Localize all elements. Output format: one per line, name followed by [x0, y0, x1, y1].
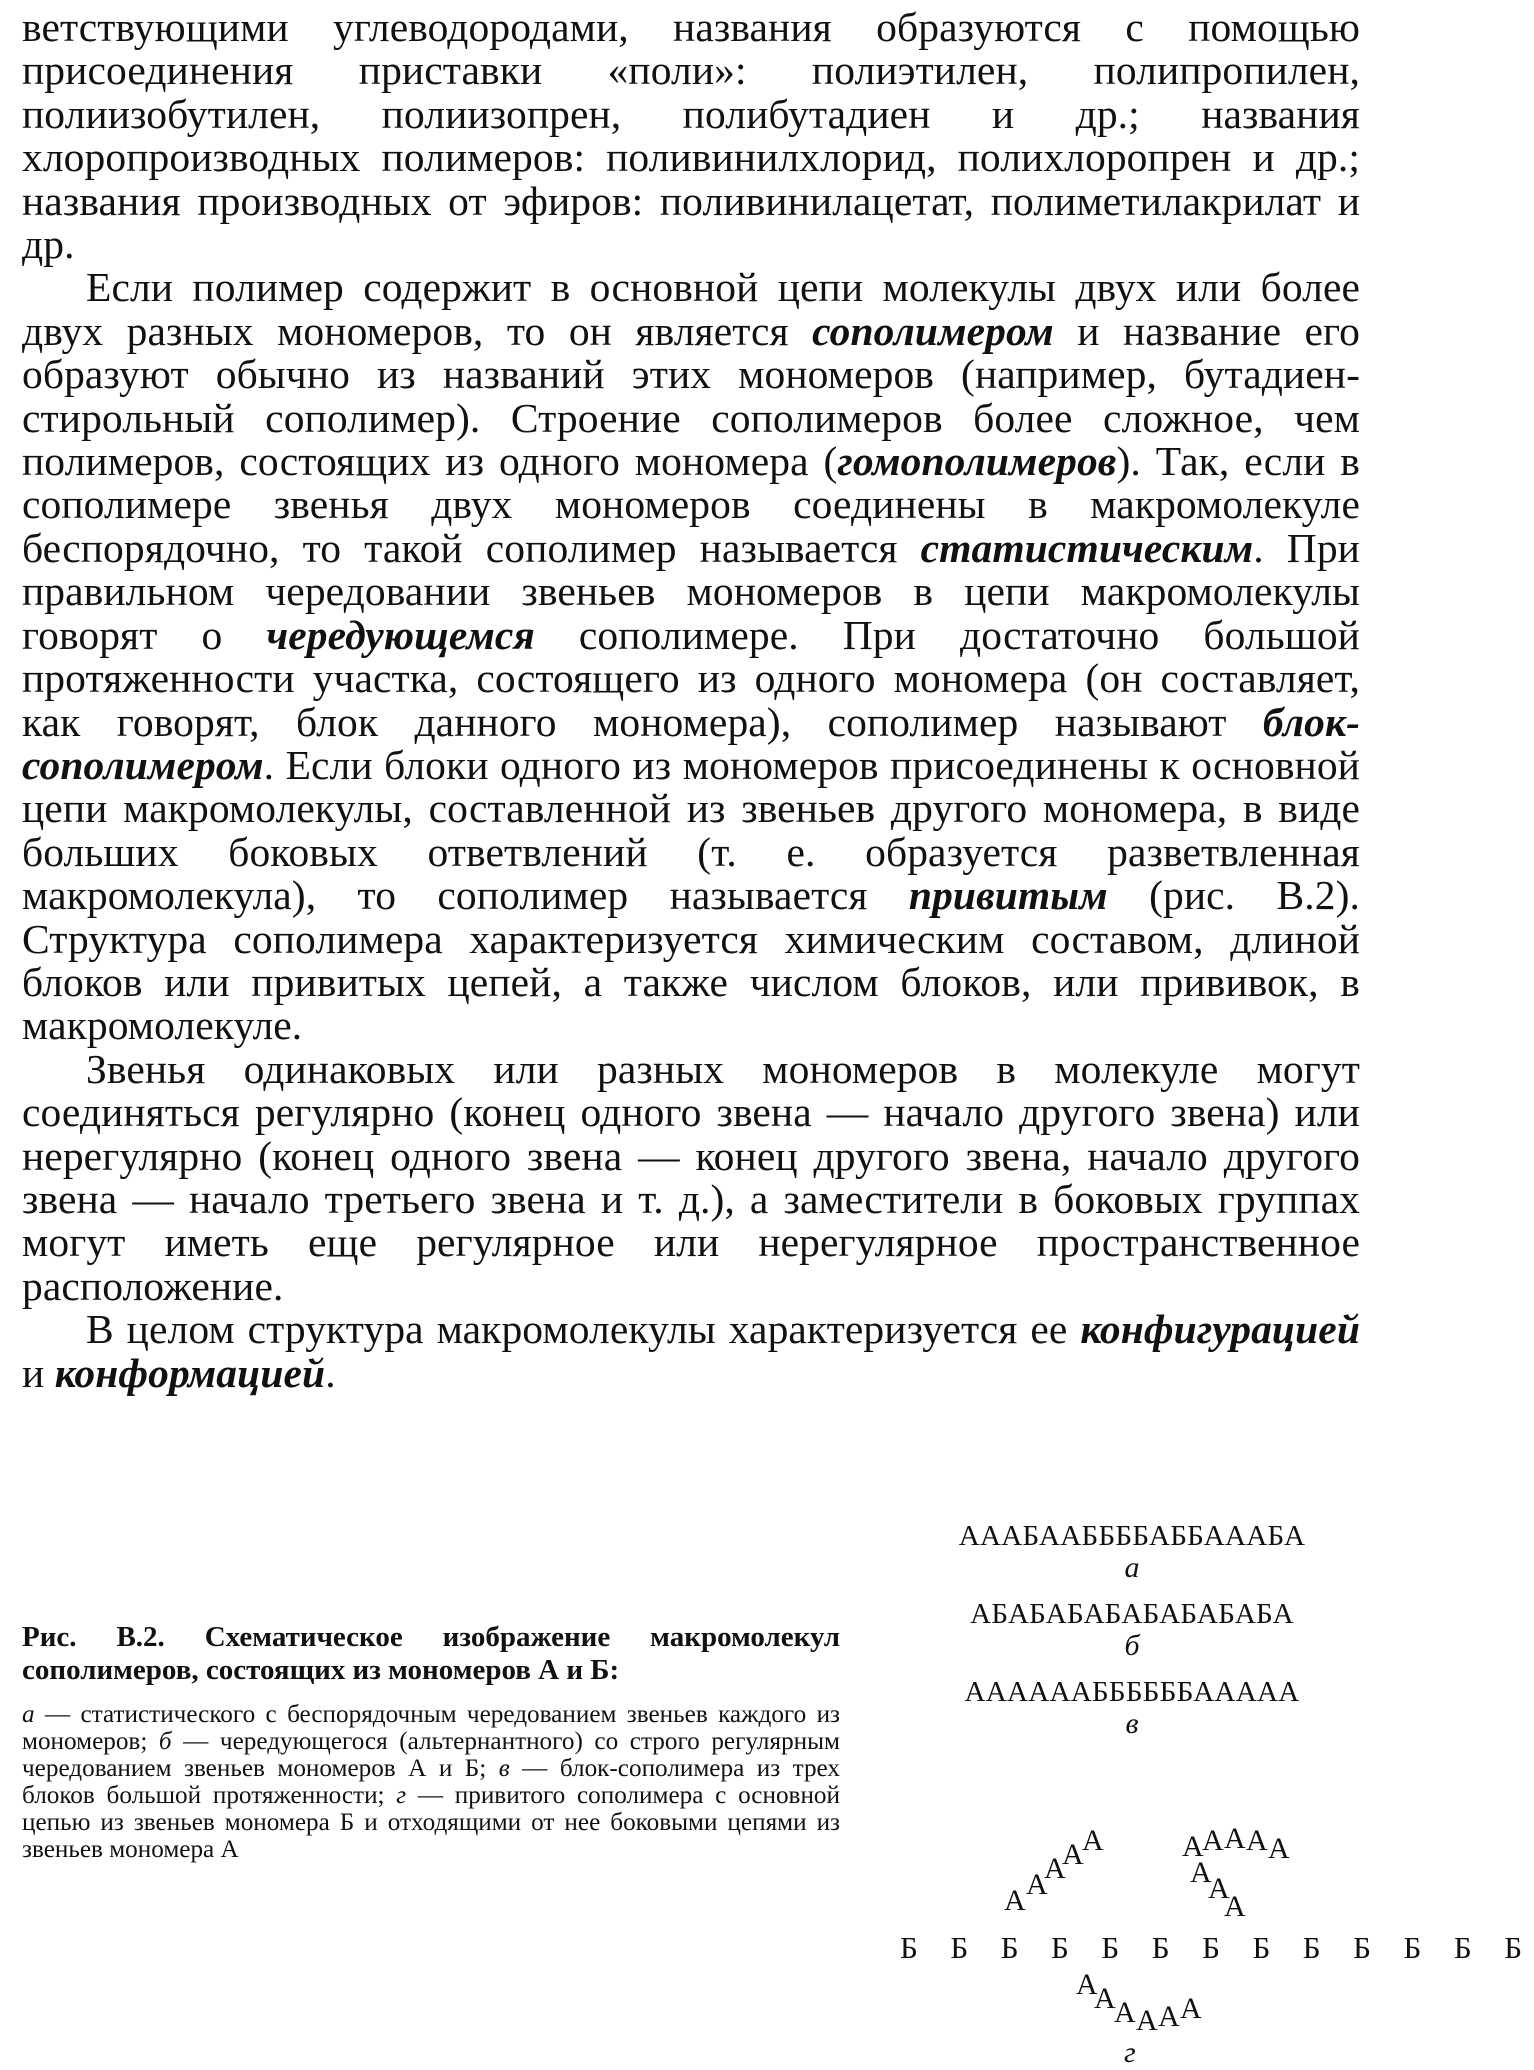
- paragraph: [22, 1045, 1360, 1309]
- emphasized-term: конфигурацией: [1080, 1306, 1360, 1353]
- text-run: ). Так, если в сополимере звенья двух мономеров соединены в макромолекуле беспорядочно, то такой сополимер называется: [22, 438, 1360, 571]
- graft-unit-a: А: [1224, 1822, 1246, 1855]
- caption-title: Рис. В.2. Схематическое изображение макромолекул сополимеров, состоящих из мономеров А и Б:: [22, 1621, 840, 1686]
- text-run: . При правильном чередовании звеньев мономеров в цепи макромолекулы говорят о: [22, 524, 1360, 658]
- graft-unit-a: А: [1190, 1856, 1212, 1889]
- emphasized-term: сополимером: [812, 307, 1054, 354]
- text-run: (рис. В.2). Структура сополимера характеризуется химическим составом, длиной блоков или привитых цепей, а также числом блоков, или прививок, в макромолекуле.: [22, 872, 1360, 1049]
- paragraph: [22, 266, 1360, 1047]
- body-text: [22, 6, 1360, 1395]
- graft-unit-a: А: [1268, 1832, 1290, 1865]
- sequence-a: АААБААББББАББАААБА: [958, 1520, 1306, 1552]
- graft-unit-a: А: [1094, 1982, 1116, 2015]
- figure-caption: [22, 1621, 840, 1863]
- text-run: и название его образуют обычно из названий этих мономеров (например, бутадиен-стирольный сополимер). Строение сополимеров более сложное, чем полимеров, состоящих из одного мономера (: [22, 307, 1360, 485]
- text-run: — привитого сополимера с основной цепью из звеньев мономера Б и отходящими от нее боковыми цепями из звеньев мономера А: [22, 1782, 840, 1863]
- text-run: В целом структура макромолекулы характеризуется ее: [86, 1306, 1081, 1353]
- paragraph: [22, 1308, 1360, 1395]
- text-run: — чередующегося (альтернантного) со строго регулярным чередованием звеньев мономеров А и Б;: [22, 1728, 840, 1782]
- text-run: — статистического с беспорядочным чередованием звеньев каждого из мономеров;: [22, 1701, 840, 1755]
- emphasized-term: привитым: [908, 872, 1108, 919]
- graft-unit-a: А: [1136, 2004, 1158, 2037]
- graft-unit-a: А: [1076, 1968, 1098, 2001]
- emphasized-term: а: [22, 1701, 35, 1728]
- graft-copolymer-diagram: [900, 1810, 1534, 2069]
- text-run: ветствующими углеводородами, названия образуются с помощью присоединения приставки «поли»: полиэтилен, полипропилен, полиизобутилен, полиизопрен, полибутадиен и др.; названия хлоропроизводных полимеров: поливинилхлорид, полихлоропрен и др.; названия производных от эфиров: поливинилацетат, полиметилакрилат и др.: [22, 4, 1360, 268]
- graft-unit-a: А: [1082, 1824, 1104, 1857]
- emphasized-term: б: [158, 1728, 172, 1755]
- graft-unit-a: А: [1114, 1996, 1136, 2029]
- caption-body: [22, 1701, 840, 1863]
- emphasized-term: конформацией: [54, 1349, 326, 1396]
- emphasized-term: в: [498, 1755, 510, 1782]
- figure-b2: [0, 1520, 1534, 2069]
- graft-unit-a: А: [1062, 1838, 1084, 1871]
- emphasized-term: чередующемся: [266, 611, 535, 658]
- text-run: сополимере. При достаточно большой протяженности участка, состоящего из одного мономера (он составляет, как говорят, блок данного мономера), сополимер называют: [22, 611, 1360, 745]
- graft-unit-a: А: [1044, 1852, 1066, 1885]
- sequence-b: АБАБАБАБАБАБАБАБА: [970, 1598, 1294, 1630]
- text-run: . Если блоки одного из мономеров присоединены к основной цепи макромолекулы, составленной из звеньев другого мономера, в виде больших боковых ответвлений (т. е. образуется разветвленная макромолекула), то сополимер называется: [22, 741, 1360, 919]
- graft-unit-a: А: [1180, 1992, 1202, 2025]
- graft-unit-a: А: [1026, 1868, 1048, 1901]
- emphasized-term: гомополимеров: [837, 438, 1117, 485]
- text-run: Если полимер содержит в основной цепи молекулы двух или более двух разных мономеров, то он является: [22, 264, 1360, 354]
- text-run: и: [22, 1349, 55, 1396]
- graft-unit-a: А: [1224, 1890, 1246, 1923]
- text-run: — блок-сополимера из трех блоков большой протяженности;: [22, 1755, 840, 1809]
- graft-unit-a: А: [1182, 1830, 1204, 1863]
- sequence-a-label: а: [1124, 1551, 1140, 1584]
- graft-unit-a: А: [1246, 1824, 1268, 1857]
- graft-unit-a: А: [1004, 1884, 1026, 1917]
- text-run: .: [325, 1349, 336, 1396]
- emphasized-term: г: [396, 1782, 407, 1809]
- sequence-b-label: б: [1124, 1629, 1140, 1662]
- sequence-c-label: в: [1125, 1707, 1139, 1740]
- graft-label: г: [1124, 2036, 1136, 2069]
- paragraph: [22, 6, 1360, 266]
- graft-unit-a: А: [1158, 2000, 1180, 2033]
- emphasized-term: блок-сополимером: [22, 698, 1360, 788]
- graft-backbone: Б Б Б Б Б Б Б Б Б Б Б Б Б: [900, 1930, 1534, 1965]
- text-run: Звенья одинаковых или разных мономеров в молекуле могут соединяться регулярно (конец одного звена — начало другого звена) или нерегулярно (конец одного звена — конец другого звена, начало другого звена — начало третьего звена и т. д.), а заместители в боковых группах могут иметь еще регулярное или нерегулярное пространственное расположение.: [22, 1045, 1360, 1309]
- graft-unit-a: А: [1208, 1872, 1230, 1905]
- emphasized-term: статистическим: [920, 524, 1254, 571]
- sequence-c: ААААААББББББААААА: [964, 1676, 1300, 1708]
- graft-unit-a: А: [1202, 1824, 1224, 1857]
